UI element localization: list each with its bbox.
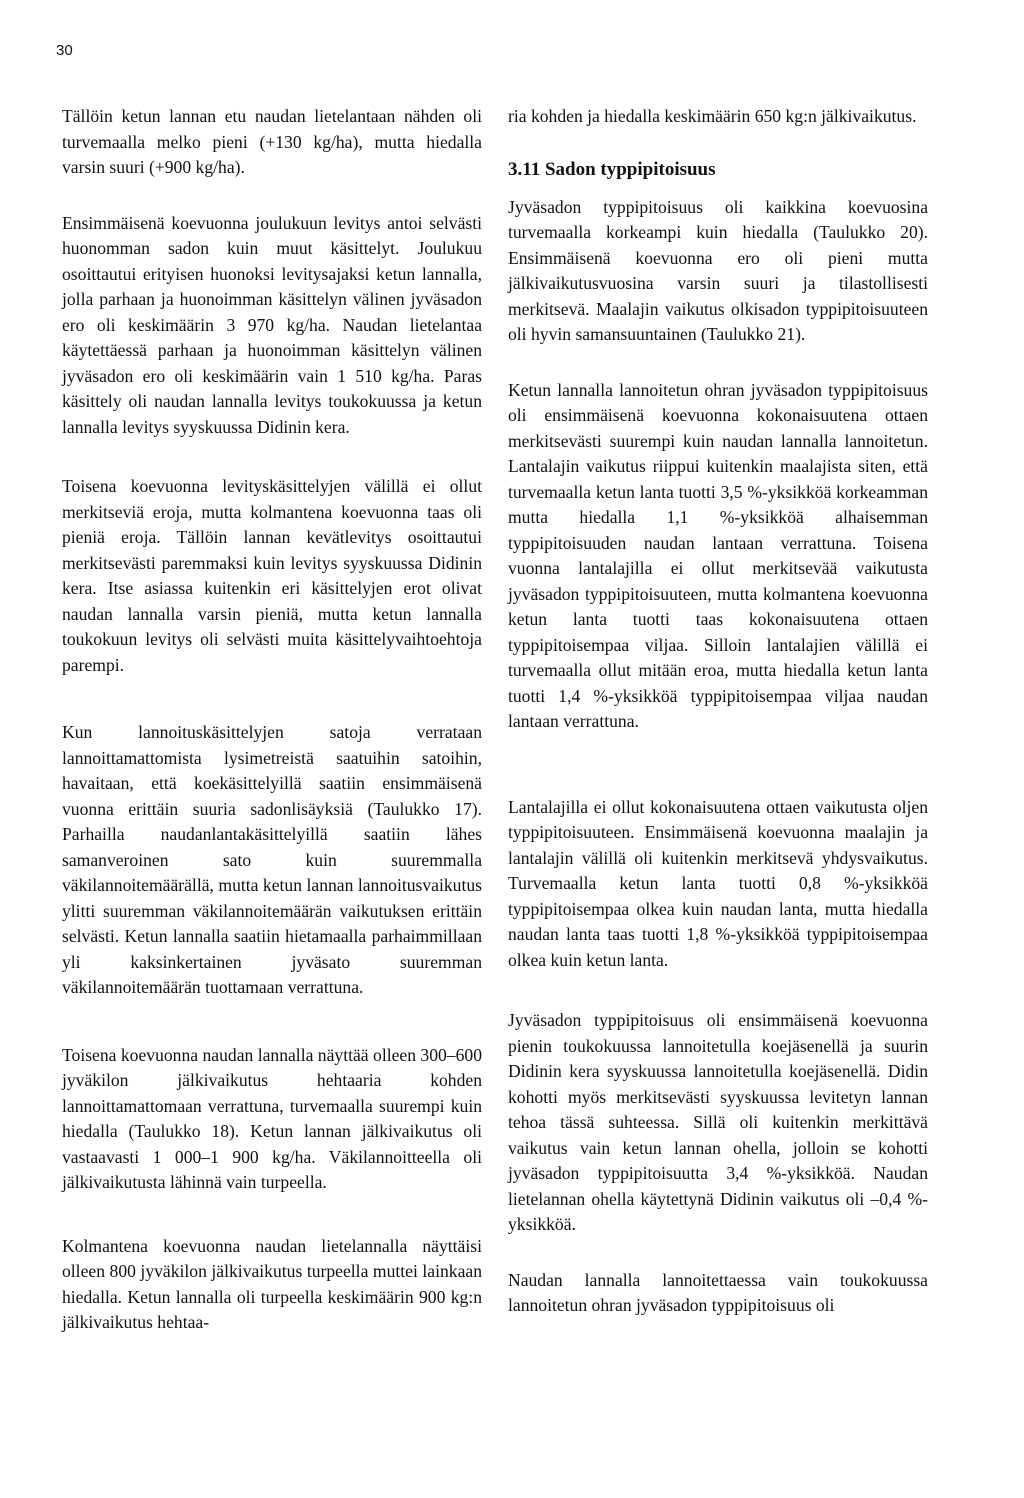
paragraph: Ensimmäisenä koevuonna joulukuun levitys antoi selvästi huonomman sadon kuin muut käsittelyt. Joulukuu osoittautui erityisen huonoksi levitysajaksi ketun lannalla, jolla parhaan ja huonoimman käsittelyn välinen jyväsadon ero oli keskimäärin 3 970 kg/ha. Naudan lietelantaa käytettäessä parhaan ja huonoimman käsittelyn välinen jyväsadon ero oli keskimäärin vain 1 510 kg/ha. Paras käsittely oli naudan lannalla levitys toukokuussa ja ketun lannalla levitys syyskuussa Didinin kera.: [62, 212, 482, 437]
right-column: [508, 104, 928, 1319]
page-number: 30: [56, 42, 73, 59]
paragraph: Kun lannoituskäsittelyjen satoja verrataan lannoittamattomista lysimetreistä saatuihin satoihin, havaitaan, että koekäsittelyillä saatiin ensimmäisenä vuonna erittäin suuria sadonlisäyksiä (Taulukko 17). Parhailla naudanlantakäsittelyillä saatiin lähes samanveroinen sato kuin suuremmalla väkilannoitemäärällä, mutta ketun lannan lannoitusvaikutus ylitti suuremman väkilannoitemäärän vaikutuksen erittäin selvästi. Ketun lannalla saatiin hietamaalla parhaimmillaan yli kaksinkertainen jyväsato suuremman väkilannoitemäärän tuottamaan verrattuna.: [62, 722, 482, 997]
paragraph: Kolmantena koevuonna naudan lietelannalla näyttäisi olleen 800 jyväkilon jälkivaikutus turpeella muttei lainkaan hiedalla. Ketun lannalla oli turpeella keskimäärin 900 kg:n jälkivaikutus hehtaa-: [62, 1235, 482, 1332]
left-column: [62, 104, 482, 1336]
paragraph: Naudan lannalla lannoitettaessa vain toukokuussa lannoitetun ohran jyväsadon typpipitoisuus oli: [508, 1269, 928, 1315]
paragraph: Tällöin ketun lannan etu naudan lietelantaan nähden oli turvemaalla melko pieni (+130 kg/ha), mutta hiedalla varsin suuri (+900 kg/ha).: [62, 106, 482, 177]
paragraph: Toisena koevuonna levityskäsittelyjen välillä ei ollut merkitseviä eroja, mutta kolmantena koevuonna taas oli pieniä eroja. Tällöin lannan kevätlevitys osoittautui merkitsevästi paremmaksi kuin levitys syyskuussa Didinin kera. Itse asiassa kuitenkin eri käsittelyjen erot olivat naudan lannalla varsin pieniä, mutta ketun lannalla toukokuun levitys oli selvästi muita käsittelyvaihtoehtoja parempi.: [62, 476, 482, 675]
paragraph: Jyväsadon typpipitoisuus oli kaikkina koevuosina turvemaalla korkeampi kuin hiedalla (Taulukko 20). Ensimmäisenä koevuonna ero oli pieni mutta jälkivaikutusvuosina varsin suuri ja tilastollisesti merkitsevä. Maalajin vaikutus olkisadon typpipitoisuuteen oli hyvin samansuuntainen (Taulukko 21).: [508, 196, 928, 344]
paragraph: Jyväsadon typpipitoisuus oli ensimmäisenä koevuonna pienin toukokuussa lannoitetulla koejäsenellä ja suurin Didinin kera syyskuussa lannoitetulla koejäsenellä. Didin kohotti myös merkitsevästi syyskuussa levitetyn lannan tehoa tässä suhteessa. Sillä oli kuitenkin merkittävä vaikutus vain ketun lannan ohella, jolloin se kohotti jyväsadon typpipitoisuutta 3,4 %-yksikköä. Naudan lietelannan ohella käytettynä Didinin vaikutus oli –0,4 %-yksikköä.: [508, 1010, 928, 1234]
paragraph: Toisena koevuonna naudan lannalla näyttää olleen 300–600 jyväkilon jälkivaikutus hehtaaria kohden lannoittamattomaan verrattuna, turvemaalla suurempi kuin hiedalla (Taulukko 18). Ketun lannan jälkivaikutus oli vastaavasti 1 000–1 900 kg/ha. Väkilannoitteella oli jälkivaikutusta lähinnä vain turpeella.: [62, 1044, 482, 1192]
paragraph-continuation: ria kohden ja hiedalla keskimäärin 650 kg:n jälkivaikutus.: [508, 106, 917, 126]
paragraph: Ketun lannalla lannoitetun ohran jyväsadon typpipitoisuus oli ensimmäisenä koevuonna kokonaisuutena ottaen merkitsevästi suurempi kuin naudan lannalla lannoitetun. Lantalajin vaikutus riippui kuitenkin maalajista siten, että turvemaalla ketun lanta tuotti 3,5 %-yksikköä korkeamman mutta hiedalla 1,1 %-yksikköä alhaisemman typpipitoisuuden naudan lantaan verrattuna. Toisena vuonna lantalajilla ei ollut merkitsevää vaikutusta jyväsadon typpipitoisuuteen, mutta kolmantena koevuonna ketun lanta tuotti taas kokonaisuutena ottaen typpipitoisempaa viljaa. Silloin lantalajien välillä ei turvemaalla ollut mitään eroa, mutta hiedalla ketun lanta tuotti 1,4 %-yksikköä typpipitoisempaa viljaa naudan lantaan verrattuna.: [508, 379, 928, 731]
section-heading: 3.11 Sadon typpipitoisuus: [508, 158, 716, 180]
paragraph: Lantalajilla ei ollut kokonaisuutena ottaen vaikutusta oljen typpipitoisuuteen. Ensimmäisenä koevuonna maalajin ja lantalajin välillä oli kuitenkin merkitsevä yhdysvaikutus. Turvemaalla ketun lanta tuotti 0,8 %-yksikköä typpipitoisempaa olkea kuin naudan lanta, mutta hiedalla naudan lanta taas tuotti 1,8 %-yksikköä typpipitoisempaa olkea kuin ketun lanta.: [508, 796, 928, 970]
